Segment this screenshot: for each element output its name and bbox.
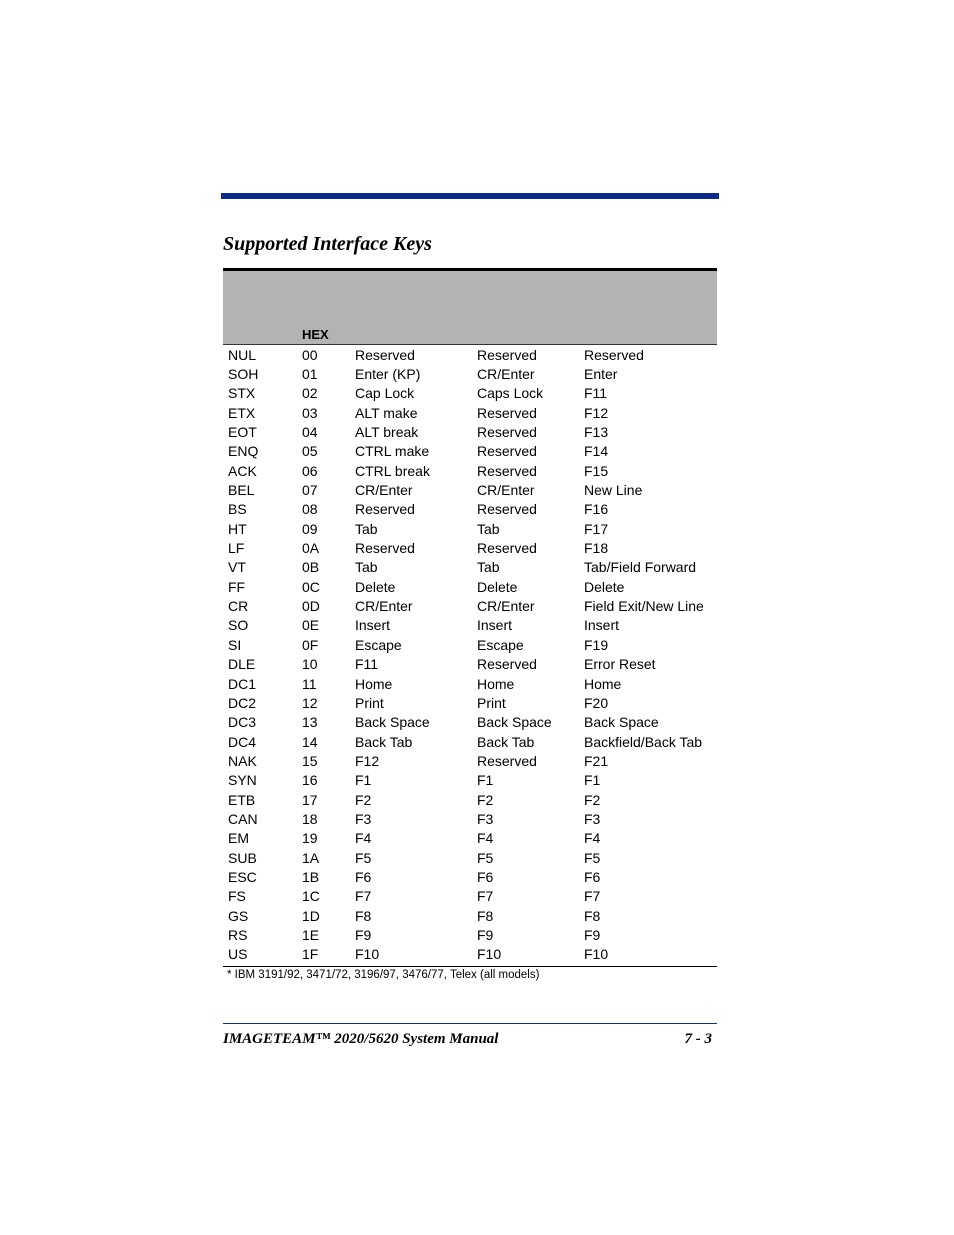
key-b-cell: F3 [477,810,494,827]
table-row [223,461,717,480]
key-c-cell: Home [584,675,622,692]
interface-keys-table [223,268,717,982]
key-c-cell: F4 [584,830,601,847]
table-row [223,790,717,809]
key-b-cell: F8 [477,907,494,924]
key-b-cell: Reserved [477,752,537,769]
table-row [223,925,717,944]
ascii-cell: SO [228,617,249,634]
key-c-cell: F9 [584,926,601,943]
key-b-cell: Back Tab [477,733,535,750]
table-row [223,384,717,403]
ascii-cell: ENQ [228,443,259,460]
key-b-cell: Reserved [477,462,537,479]
page-title: Supported Interface Keys [223,233,432,255]
key-c-cell: F17 [584,520,609,537]
key-b-cell: Reserved [477,540,537,557]
hex-cell: 1A [302,849,320,866]
table-row [223,848,717,867]
table-row [223,945,717,964]
hex-cell: 18 [302,810,318,827]
key-c-cell: Error Reset [584,656,656,673]
hex-cell: 1B [302,868,320,885]
key-c-cell: New Line [584,482,643,499]
hex-cell: 1C [302,888,320,905]
key-a-cell: F3 [355,810,372,827]
key-b-cell: Home [477,675,515,692]
key-a-cell: Cap Lock [355,385,415,402]
table-row [223,906,717,925]
ascii-cell: ACK [228,462,257,479]
hex-cell: 1E [302,926,320,943]
table-row [223,364,717,383]
key-c-cell: F13 [584,424,609,441]
ascii-cell: SOH [228,366,259,383]
ascii-cell: GS [228,907,249,924]
key-a-cell: F5 [355,849,372,866]
table-row [223,635,717,654]
hex-cell: 19 [302,830,318,847]
key-a-cell: Home [355,675,393,692]
key-a-cell: ALT make [355,404,418,421]
key-a-cell: ALT break [355,424,419,441]
key-b-cell: F10 [477,946,502,963]
ascii-cell: DLE [228,656,256,673]
key-c-cell: F3 [584,810,601,827]
key-b-cell: Tab [477,520,500,537]
key-a-cell: Back Space [355,714,430,731]
key-b-cell: Insert [477,617,513,634]
ascii-cell: SUB [228,849,257,866]
hex-cell: 17 [302,791,318,808]
table-row [223,867,717,886]
hex-cell: 0F [302,636,319,653]
key-b-cell: Back Space [477,714,552,731]
key-b-cell: F2 [477,791,494,808]
footer-rule [223,1023,717,1024]
table-row [223,713,717,732]
key-c-cell: Tab/Field Forward [584,559,697,576]
key-c-cell: Enter [584,366,618,383]
table-row [223,809,717,828]
key-b-cell: Reserved [477,424,537,441]
key-a-cell: F4 [355,830,372,847]
hex-cell: 05 [302,443,318,460]
table-body [223,345,717,964]
hex-cell: 15 [302,752,318,769]
table-row [223,500,717,519]
key-c-cell: F5 [584,849,601,866]
key-c-cell: Back Space [584,714,659,731]
key-a-cell: CR/Enter [355,482,413,499]
table-row [223,732,717,751]
ascii-cell: NAK [228,752,257,769]
top-rule [221,193,719,199]
table-row [223,693,717,712]
ascii-cell: FS [228,888,246,905]
ascii-cell: DC2 [228,694,257,711]
key-a-cell: F8 [355,907,372,924]
key-c-cell: F14 [584,443,609,460]
hex-cell: 0A [302,540,320,557]
key-b-cell: F6 [477,868,494,885]
table-row [223,674,717,693]
hex-cell: 1F [302,946,319,963]
key-a-cell: F12 [355,752,380,769]
hex-cell: 01 [302,366,318,383]
hex-cell: 00 [302,346,318,363]
hex-cell: 0D [302,598,320,615]
key-c-cell: F20 [584,694,609,711]
key-c-cell: F7 [584,888,601,905]
key-b-cell: Reserved [477,346,537,363]
key-c-cell: F12 [584,404,609,421]
key-b-cell: Reserved [477,501,537,518]
key-a-cell: CTRL break [355,462,430,479]
key-a-cell: Delete [355,578,396,595]
ascii-cell: CAN [228,810,258,827]
key-a-cell: Reserved [355,540,415,557]
key-b-cell: F7 [477,888,494,905]
table-row [223,596,717,615]
key-c-cell: Insert [584,617,620,634]
key-c-cell: F1 [584,772,601,789]
table-header [223,271,717,345]
key-b-cell: F9 [477,926,494,943]
key-b-cell: F5 [477,849,494,866]
key-a-cell: Enter (KP) [355,366,421,383]
hex-cell: 11 [302,675,317,692]
table-row [223,480,717,499]
key-b-cell: Tab [477,559,500,576]
key-c-cell: Backfield/Back Tab [584,733,703,750]
hex-cell: 1D [302,907,320,924]
table-row [223,771,717,790]
key-c-cell: F2 [584,791,601,808]
key-b-cell: F1 [477,772,494,789]
key-b-cell: Delete [477,578,518,595]
ascii-cell: EM [228,830,249,847]
ascii-cell: ESC [228,868,257,885]
key-a-cell: Print [355,694,384,711]
ascii-cell: CR [228,598,249,615]
key-c-cell: F8 [584,907,601,924]
key-a-cell: Tab [355,520,378,537]
table-row [223,558,717,577]
ascii-cell: SI [228,636,242,653]
key-a-cell: F6 [355,868,372,885]
table-row [223,751,717,770]
hex-cell: 0E [302,617,320,634]
table-row [223,616,717,635]
key-c-cell: F21 [584,752,609,769]
hex-cell: 0B [302,559,320,576]
header-hex: HEX [302,327,329,342]
key-c-cell: F6 [584,868,601,885]
ascii-cell: RS [228,926,248,943]
key-b-cell: CR/Enter [477,366,535,383]
key-a-cell: F9 [355,926,372,943]
key-b-cell: Print [477,694,506,711]
key-b-cell: CR/Enter [477,598,535,615]
ascii-cell: ETB [228,791,256,808]
table-row [223,345,717,364]
ascii-cell: US [228,946,248,963]
table-row [223,655,717,674]
table-row [223,538,717,557]
key-a-cell: Insert [355,617,391,634]
key-b-cell: Reserved [477,656,537,673]
key-a-cell: Reserved [355,346,415,363]
key-b-cell: Caps Lock [477,385,544,402]
ascii-cell: EOT [228,424,257,441]
table-row [223,829,717,848]
key-c-cell: F19 [584,636,609,653]
ascii-cell: NUL [228,346,257,363]
hex-cell: 04 [302,424,318,441]
key-c-cell: F11 [584,385,608,402]
footer-manual-title: IMAGETEAM™ 2020/5620 System Manual [223,1031,499,1047]
table-row [223,442,717,461]
ascii-cell: HT [228,520,247,537]
table-bottom-rule [223,966,717,967]
hex-cell: 14 [302,733,318,750]
key-a-cell: Back Tab [355,733,413,750]
key-b-cell: F4 [477,830,494,847]
hex-cell: 06 [302,462,318,479]
hex-cell: 07 [302,482,318,499]
key-a-cell: F11 [355,656,379,673]
key-b-cell: Reserved [477,443,537,460]
hex-cell: 12 [302,694,318,711]
key-a-cell: Escape [355,636,402,653]
hex-cell: 03 [302,404,318,421]
table-row [223,422,717,441]
ascii-cell: FF [228,578,246,595]
ascii-cell: STX [228,385,256,402]
table-row [223,577,717,596]
ascii-cell: DC4 [228,733,257,750]
key-a-cell: F2 [355,791,372,808]
key-b-cell: CR/Enter [477,482,535,499]
ascii-cell: DC1 [228,675,257,692]
hex-cell: 13 [302,714,318,731]
key-a-cell: Reserved [355,501,415,518]
key-a-cell: CTRL make [355,443,430,460]
page-footer [223,1029,712,1049]
key-c-cell: F18 [584,540,609,557]
table-footnote: * IBM 3191/92, 3471/72, 3196/97, 3476/77, Telex (all models) [227,969,540,981]
hex-cell: 0C [302,578,320,595]
key-a-cell: CR/Enter [355,598,413,615]
key-a-cell: F10 [355,946,380,963]
key-c-cell: F16 [584,501,609,518]
ascii-cell: DC3 [228,714,257,731]
key-b-cell: Reserved [477,404,537,421]
key-c-cell: Delete [584,578,625,595]
ascii-cell: LF [228,540,245,557]
table-row [223,519,717,538]
ascii-cell: BS [228,501,247,518]
hex-cell: 09 [302,520,318,537]
hex-cell: 08 [302,501,318,518]
key-c-cell: F15 [584,462,609,479]
table-row [223,403,717,422]
key-a-cell: F7 [355,888,372,905]
ascii-cell: ETX [228,404,256,421]
table-row [223,887,717,906]
hex-cell: 16 [302,772,318,789]
key-c-cell: Reserved [584,346,644,363]
key-a-cell: F1 [355,772,372,789]
hex-cell: 02 [302,385,318,402]
key-c-cell: Field Exit/New Line [584,598,704,615]
key-b-cell: Escape [477,636,524,653]
ascii-cell: VT [228,559,246,576]
ascii-cell: BEL [228,482,255,499]
footer-page-number: 7 - 3 [684,1031,712,1047]
hex-cell: 10 [302,656,318,673]
key-a-cell: Tab [355,559,378,576]
key-c-cell: F10 [584,946,609,963]
ascii-cell: SYN [228,772,257,789]
